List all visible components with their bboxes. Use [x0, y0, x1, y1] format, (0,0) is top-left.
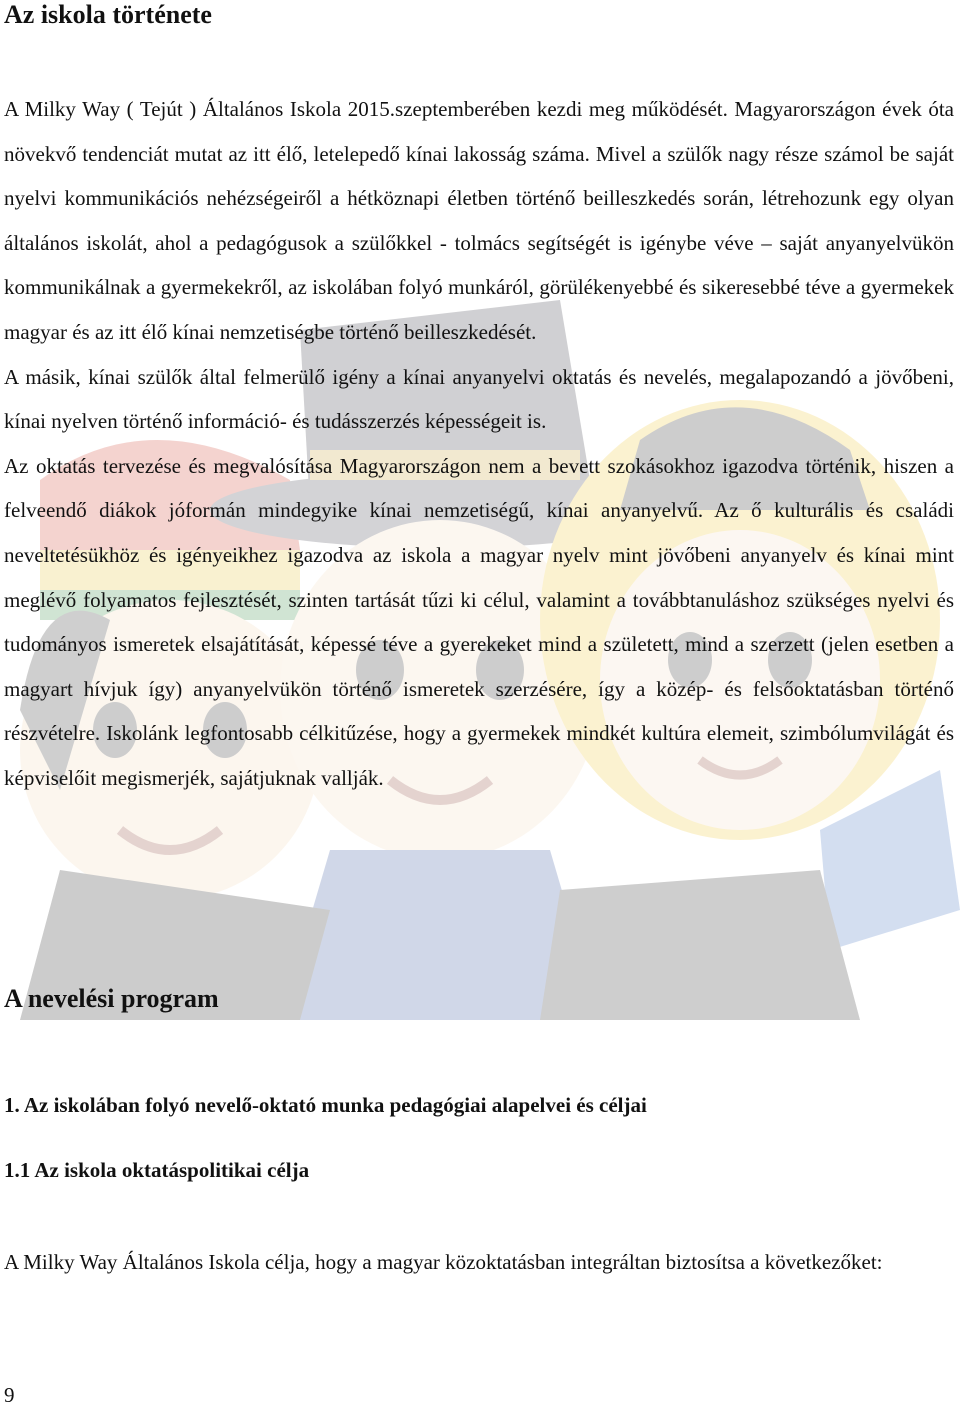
- paragraph-education-planning: Az oktatás tervezése és megvalósítása Magyarországon nem a bevett szokásokhoz igazodva történik, hiszen a felveendő diákok jóformán mindegyike kínai nemzetiségű, kínai anyanyelvű. Az ő kulturális és családi neveltetésükhöz és igényeikhez igazodva az iskola a magyar nyelv mint jövőbeni anyanyelv és kínai mint meglévő folyamatos fejlesztését, szinten tartását tűzi ki célul, valamint a továbbtanuláshoz szükséges nyelvi és tudományos ismeretek elsajátítását, képessé téve a gyerekeket mind a született, mind a szerzett (jelen esetben a magyart hívjuk így) anyanyelvükön történő ismeretek szerzésére, így a közép- és felsőoktatásban történő részvételre. Iskolánk legfontosabb célkitűzése, hogy a gyermekek mindkét kultúra elemeit, szimbólumvilágát és képviselőit megismerjék, sajátjuknak vallják.: [4, 453, 954, 790]
- page-title: Az iskola története: [4, 0, 212, 29]
- paragraph-intro: A Milky Way ( Tejút ) Általános Iskola 2015.szeptemberében kezdi meg működését. Magyarországon évek óta növekvő tendenciát mutat az itt élő, letelepedő kínai lakosság száma. Mivel a szülők nagy része számol be saját nyelvi kommunikációs nehézségeiről a hétköznapi életben történő beilleszkedés során, létrehozunk egy olyan általános iskolát, ahol a pedagógusok a szülőkkel - tolmács segítségét is igénybe véve – saját anyanyelvükön kommunikálnak a gyermekekről, az iskolában folyó munkáról, görülékenyebbé és sikeresebbé téve a gyermekek magyar és az itt élő kínai nemzetiségbe történő beilleszkedését.: [4, 97, 954, 344]
- subheading-principles: 1. Az iskolában folyó nevelő-oktató munka pedagógiai alapelvei és céljai: [4, 1093, 647, 1117]
- section-heading: A nevelési program: [4, 984, 219, 1013]
- page-number: 9: [4, 1383, 15, 1407]
- subheading-policy-goal: 1.1 Az iskola oktatáspolitikai célja: [4, 1158, 310, 1182]
- history-body: [4, 87, 954, 801]
- paragraph-school-goal: A Milky Way Általános Iskola célja, hogy a magyar közoktatásban integráltan biztosítsa a következőket:: [4, 1250, 883, 1274]
- paragraph-chinese-education: A másik, kínai szülők által felmerülő igény a kínai anyanyelvi oktatás és nevelés, megalapozandó a jövőbeni, kínai nyelven történő információ- és tudásszerzés képességeit is.: [4, 364, 954, 434]
